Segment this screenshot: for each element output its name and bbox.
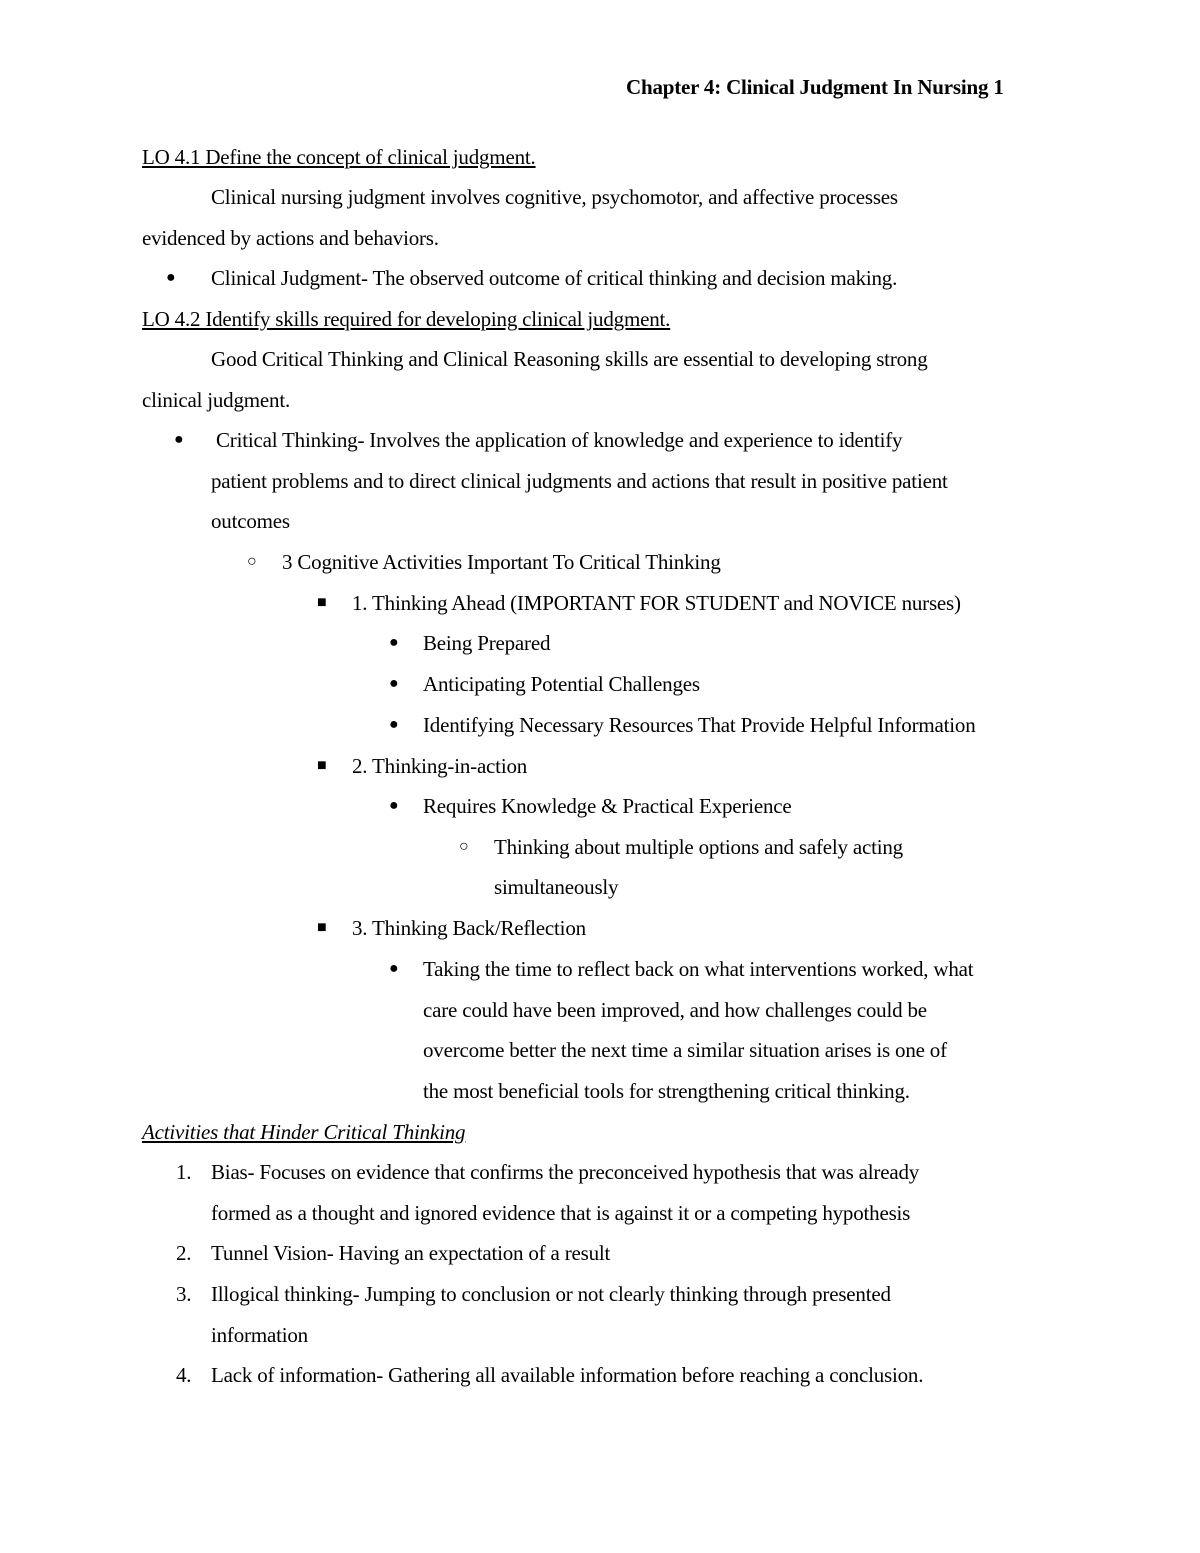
lo-4-2-heading: LO 4.2 Identify skills required for developing clinical judgment. xyxy=(142,307,671,331)
reflection-line: care could have been improved, and how challenges could be xyxy=(423,998,927,1022)
circle-bullet-icon: ○ xyxy=(247,553,257,570)
lo-4-2-paragraph-line: clinical judgment. xyxy=(142,388,291,412)
list-number: 1. xyxy=(176,1160,192,1184)
sub-list-item-line: Thinking about multiple options and safely acting xyxy=(494,835,903,859)
list-number: 4. xyxy=(176,1363,192,1387)
critical-thinking-line: outcomes xyxy=(211,509,290,533)
bullet-icon: ● xyxy=(166,269,176,286)
reflection-line: the most beneficial tools for strengthening critical thinking. xyxy=(423,1079,910,1103)
square-bullet-icon: ■ xyxy=(317,757,327,774)
cognitive-activities-title: 3 Cognitive Activities Important To Critical Thinking xyxy=(282,550,721,574)
list-item: Requires Knowledge & Practical Experience xyxy=(423,794,792,818)
hinder-item-line: information xyxy=(211,1323,308,1347)
list-number: 3. xyxy=(176,1282,192,1306)
list-item: Identifying Necessary Resources That Provide Helpful Information xyxy=(423,713,976,737)
bullet-icon: ● xyxy=(174,431,184,448)
bullet-icon: ● xyxy=(389,960,399,977)
critical-thinking-line: patient problems and to direct clinical judgments and actions that result in positive patient xyxy=(211,469,948,493)
sub-list-item-line: simultaneously xyxy=(494,875,619,899)
hinder-item-line: Illogical thinking- Jumping to conclusion or not clearly thinking through presented xyxy=(211,1282,891,1306)
lo-4-1-paragraph-line: Clinical nursing judgment involves cognitive, psychomotor, and affective processes xyxy=(211,185,898,209)
hinder-item-line: Lack of information- Gathering all available information before reaching a conclusion. xyxy=(211,1363,924,1387)
hinder-heading: Activities that Hinder Critical Thinking xyxy=(142,1120,466,1144)
lo-4-2-paragraph-line: Good Critical Thinking and Clinical Reasoning skills are essential to developing strong xyxy=(211,347,928,371)
circle-bullet-icon: ○ xyxy=(459,838,469,855)
reflection-line: Taking the time to reflect back on what interventions worked, what xyxy=(423,957,974,981)
hinder-item-line: Tunnel Vision- Having an expectation of a result xyxy=(211,1241,611,1265)
critical-thinking-line: Critical Thinking- Involves the application of knowledge and experience to identify xyxy=(216,428,903,452)
thinking-in-action-title: 2. Thinking-in-action xyxy=(352,754,528,778)
lo-4-1-heading: LO 4.1 Define the concept of clinical judgment. xyxy=(142,145,536,169)
bullet-icon: ● xyxy=(389,797,399,814)
clinical-judgment-bullet: Clinical Judgment- The observed outcome of critical thinking and decision making. xyxy=(211,266,898,290)
list-item: Anticipating Potential Challenges xyxy=(423,672,700,696)
square-bullet-icon: ■ xyxy=(317,594,327,611)
bullet-icon: ● xyxy=(389,675,399,692)
square-bullet-icon: ■ xyxy=(317,919,327,936)
list-item: Being Prepared xyxy=(423,631,551,655)
reflection-line: overcome better the next time a similar situation arises is one of xyxy=(423,1038,947,1062)
thinking-ahead-title: 1. Thinking Ahead (IMPORTANT FOR STUDENT and NOVICE nurses) xyxy=(352,591,961,615)
hinder-item-line: Bias- Focuses on evidence that confirms the preconceived hypothesis that was already xyxy=(211,1160,920,1184)
bullet-icon: ● xyxy=(389,634,399,651)
thinking-back-title: 3. Thinking Back/Reflection xyxy=(352,916,586,940)
list-number: 2. xyxy=(176,1241,192,1265)
page-header: Chapter 4: Clinical Judgment In Nursing 1 xyxy=(626,75,1004,99)
hinder-item-line: formed as a thought and ignored evidence that is against it or a competing hypothesis xyxy=(211,1201,911,1225)
bullet-icon: ● xyxy=(389,716,399,733)
lo-4-1-paragraph-line: evidenced by actions and behaviors. xyxy=(142,226,439,250)
